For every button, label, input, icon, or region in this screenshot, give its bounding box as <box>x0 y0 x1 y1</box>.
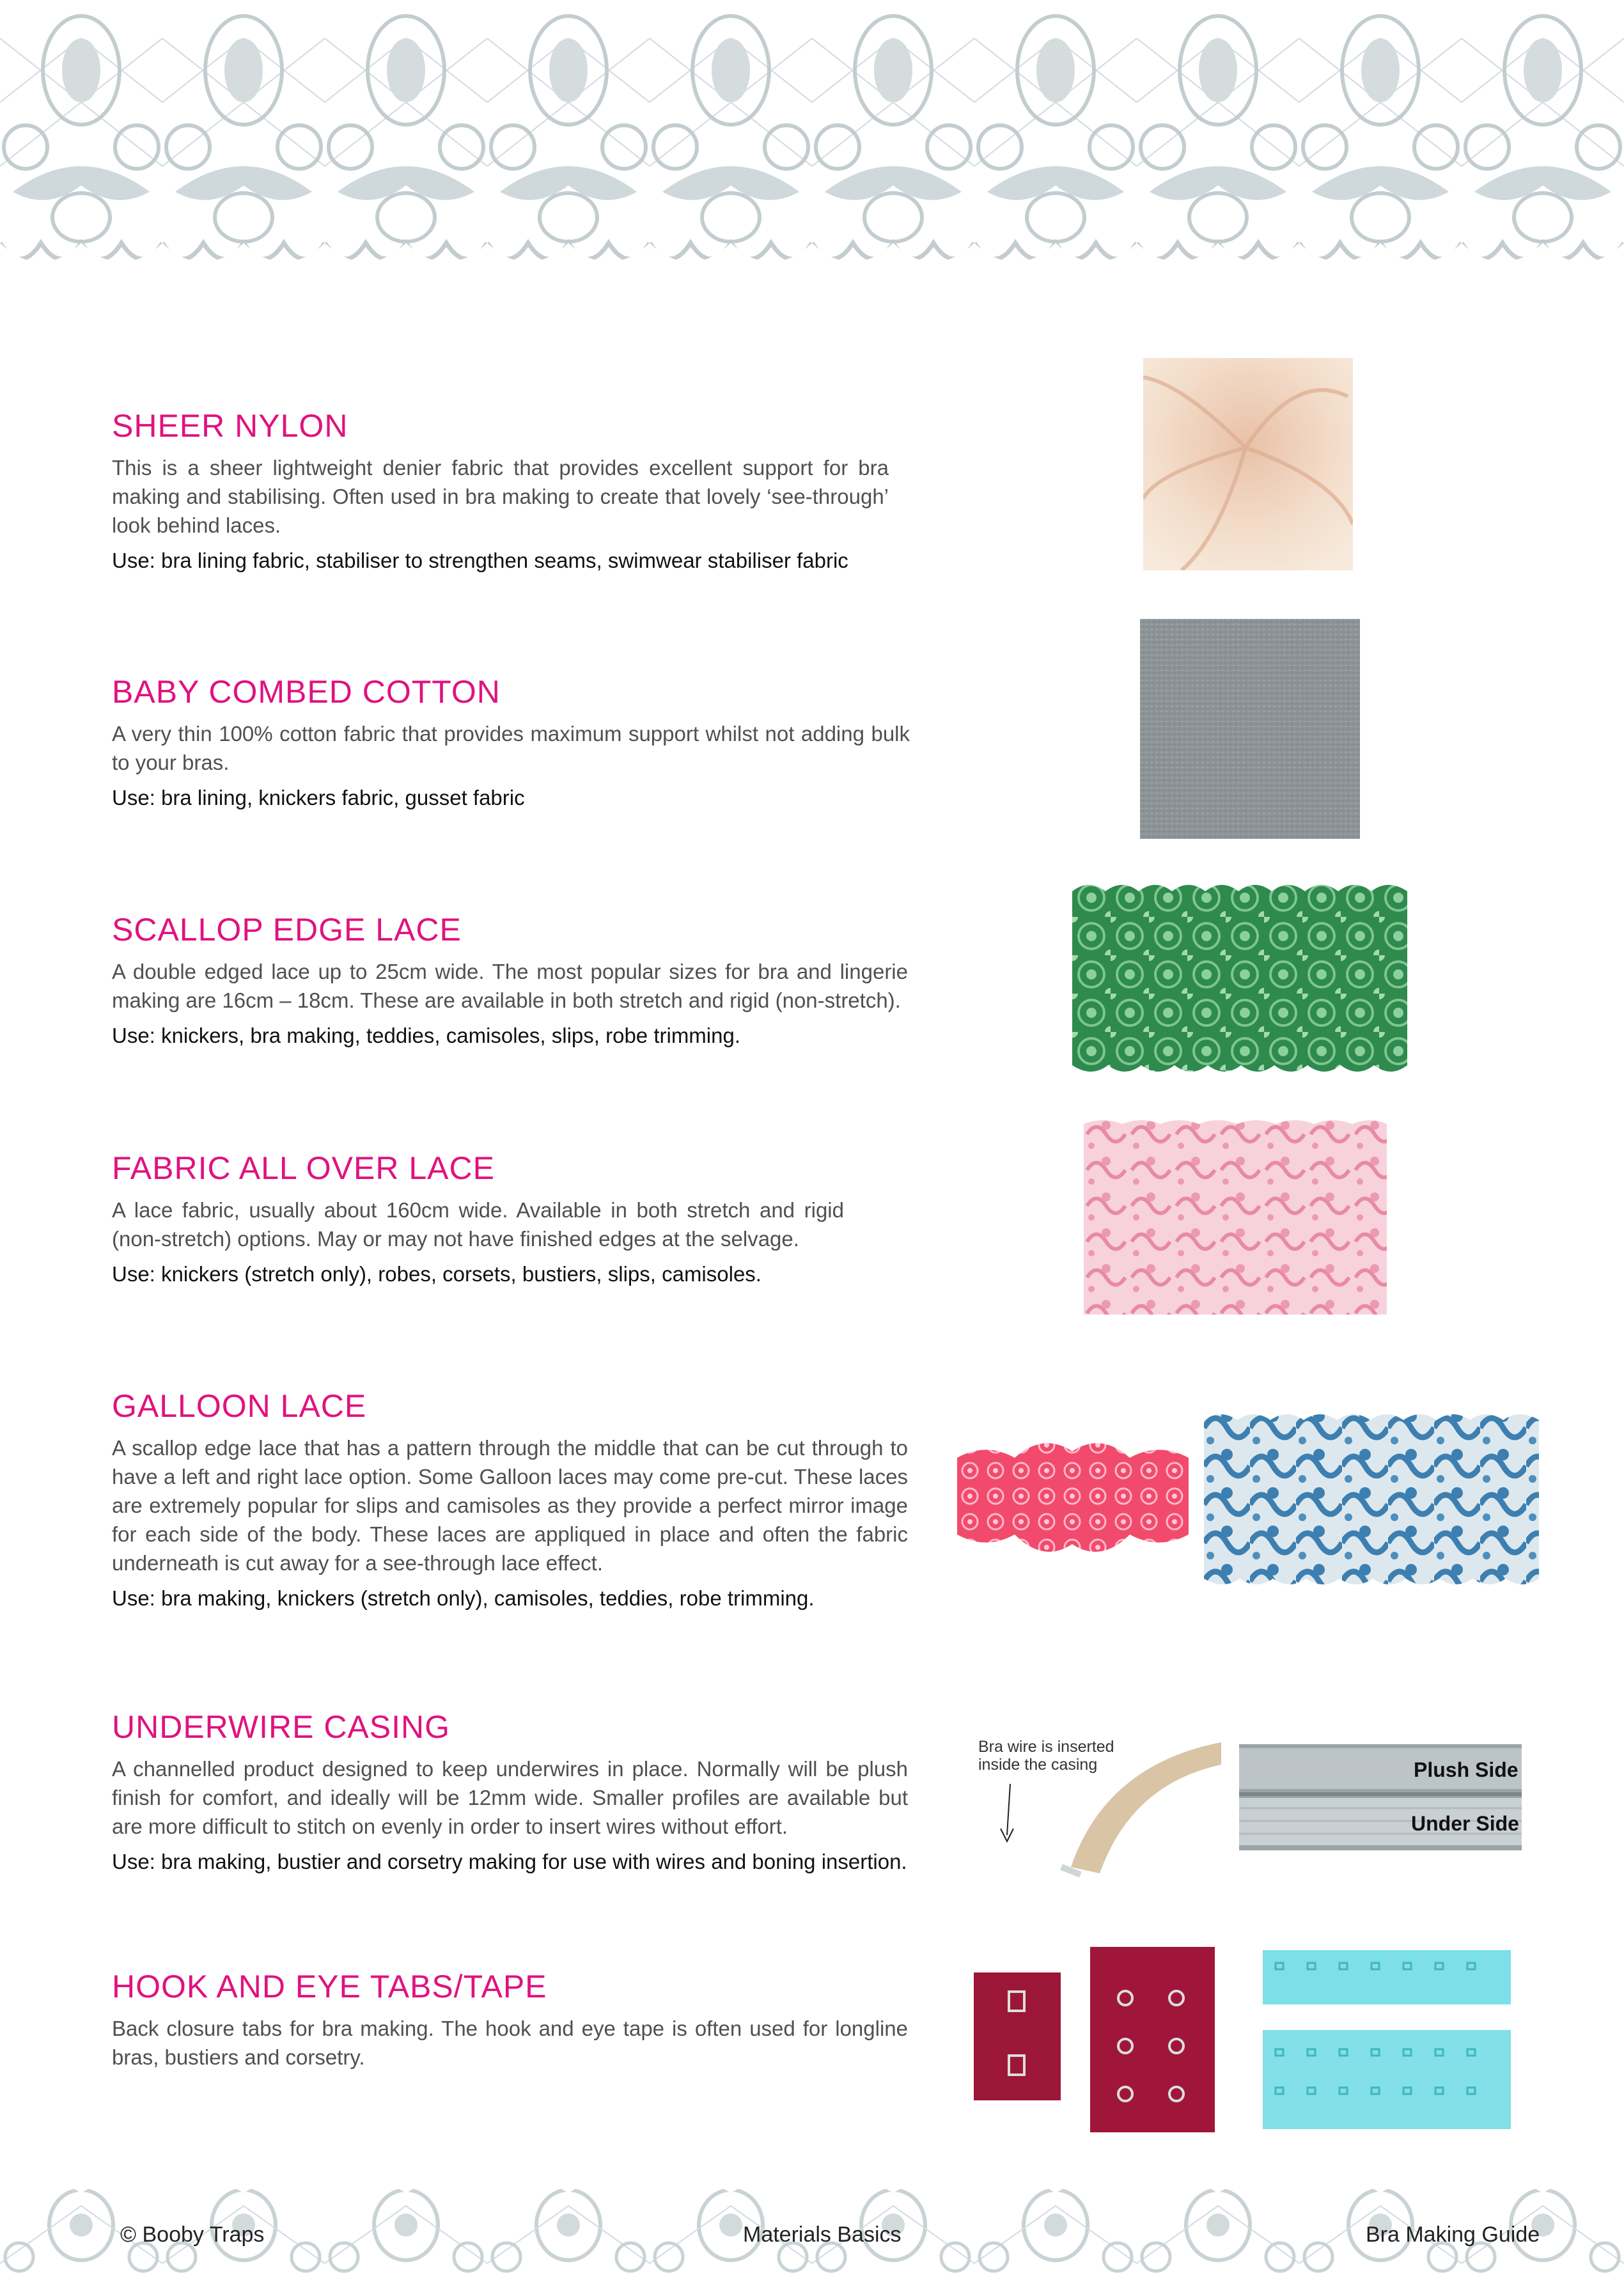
top-lace-border <box>0 0 1624 288</box>
section-description: A lace fabric, usually about 160cm wide. Available in both stretch and rigid (non-stretch) options. May or may not have finished edges at the selvage. <box>112 1198 844 1251</box>
section-title: SHEER NYLON <box>112 408 348 444</box>
under-side-label: Under Side <box>1411 1812 1519 1835</box>
section-title: BABY COMBED COTTON <box>112 674 501 710</box>
section-use: Use: bra making, bustier and corsetry making for use with wires and boning insertion. <box>112 1850 907 1873</box>
section-use: Use: bra lining fabric, stabiliser to strengthen seams, swimwear stabiliser fabric <box>112 549 848 572</box>
section-title: HOOK AND EYE TABS/TAPE <box>112 1969 547 2004</box>
section-use: Use: knickers, bra making, teddies, camisoles, slips, robe trimming. <box>112 1024 741 1047</box>
galloon-lace-red-image <box>957 1432 1189 1563</box>
section-baby-combed-cotton <box>112 673 930 812</box>
cotton-image <box>1140 619 1360 839</box>
section-description: Back closure tabs for bra making. The hook and eye tape is often used for longline bras, bustiers and corsetry. <box>112 2017 908 2069</box>
section-title: GALLOON LACE <box>112 1388 367 1424</box>
section-description: This is a sheer lightweight denier fabric that provides excellent support for bra making and stabilising. Often used in bra making to create that lovely ‘see-through’ look behind laces. <box>112 456 889 537</box>
footer-copyright: © Booby Traps <box>120 2222 265 2247</box>
all-over-lace-image <box>1084 1116 1387 1315</box>
section-use: Use: bra making, knickers (stretch only), camisoles, teddies, robe trimming. <box>112 1586 815 1610</box>
section-use: Use: knickers (stretch only), robes, corsets, bustiers, slips, camisoles. <box>112 1262 761 1286</box>
section-use: Use: bra lining, knickers fabric, gusset fabric <box>112 786 525 809</box>
section-sheer-nylon <box>112 407 930 575</box>
section-all-over-lace <box>112 1150 930 1288</box>
section-title: FABRIC ALL OVER LACE <box>112 1150 495 1186</box>
section-description: A very thin 100% cotton fabric that provides maximum support whilst not adding bulk to your bras. <box>112 722 910 774</box>
galloon-lace-blue-image <box>1204 1409 1539 1590</box>
casing-callout: Bra wire is inserted inside the casing <box>978 1738 1114 1774</box>
hook-eye-tabs-image <box>972 1947 1215 2132</box>
hook-eye-tape-image <box>1263 1950 1511 2129</box>
footer-guide-name: Bra Making Guide <box>1366 2222 1540 2247</box>
section-scallop-edge-lace <box>112 911 930 1050</box>
section-hook-and-eye <box>112 1968 930 2072</box>
section-description: A double edged lace up to 25cm wide. The most popular sizes for bra and lingerie making are 16cm – 18cm. These are available in both stretch and rigid (non-stretch). <box>112 960 908 1012</box>
footer-section-name: Materials Basics <box>743 2222 902 2247</box>
section-underwire-casing <box>112 1708 930 1876</box>
scallop-lace-image <box>1072 879 1407 1078</box>
section-description: A scallop edge lace that has a pattern through the middle that can be cut through to have a left and right lace option. Some Galloon laces may come pre-cut. These laces are extremely popular for slips and camisoles as they provide a perfect mirror image for each side of the body. These laces are appliqued in place and often the fabric underneath is cut away for a see-through lace effect. <box>112 1436 908 1575</box>
section-galloon-lace <box>112 1387 930 1613</box>
section-title: UNDERWIRE CASING <box>112 1709 451 1745</box>
plush-side-label: Plush Side <box>1414 1758 1519 1781</box>
section-description: A channelled product designed to keep underwires in place. Normally will be plush finish for comfort, and ideally will be 12mm wide. Smaller profiles are available but are more difficult to stitch on evenly in order to insert wires without effort. <box>112 1757 908 1838</box>
casing-wire-image <box>978 1739 1221 1880</box>
section-title: SCALLOP EDGE LACE <box>112 912 462 948</box>
sheer-nylon-image <box>1143 358 1353 570</box>
